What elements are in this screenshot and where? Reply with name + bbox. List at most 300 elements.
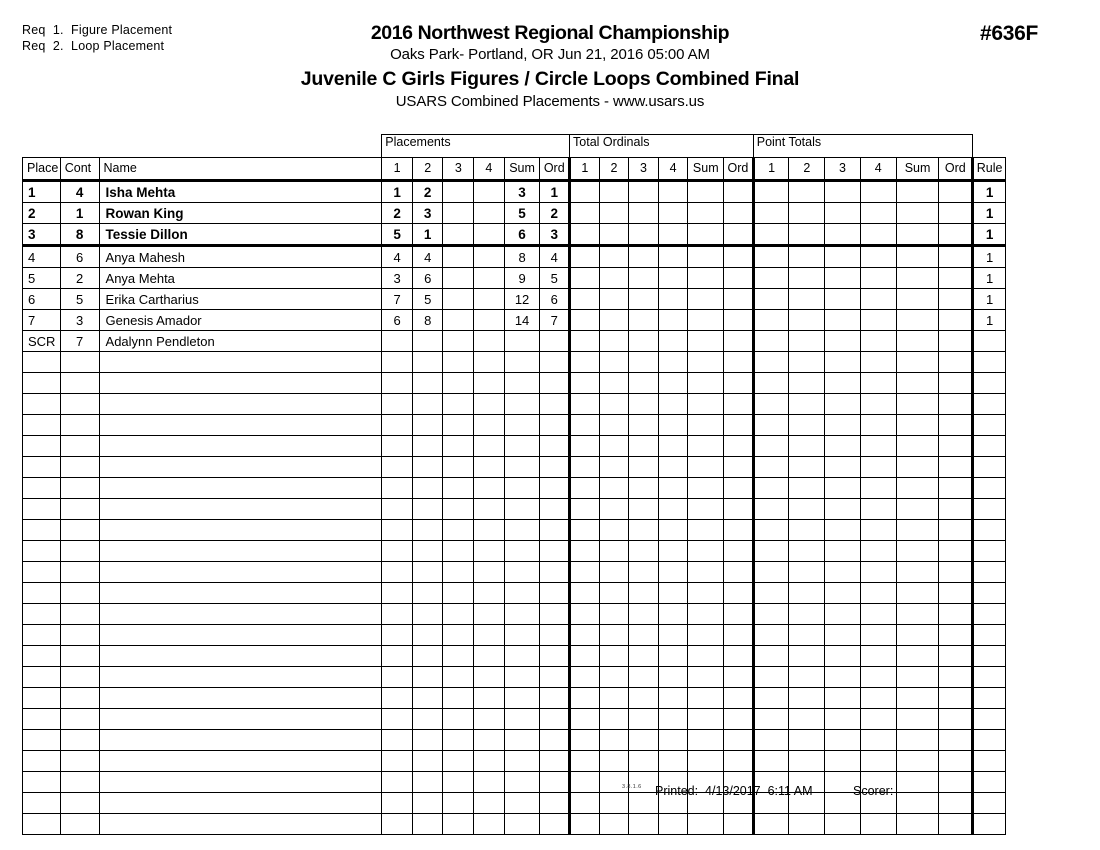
cell-empty (382, 646, 413, 667)
table-row-empty (23, 562, 1006, 583)
cell-empty (753, 394, 789, 415)
cell-placements-sum: 14 (504, 310, 540, 331)
cell-empty (382, 457, 413, 478)
cell-empty (60, 520, 99, 541)
cell-empty (825, 814, 861, 835)
cell-empty (412, 520, 443, 541)
cell-empty (443, 415, 474, 436)
cell-empty (504, 352, 540, 373)
cell-empty (570, 814, 600, 835)
cell-empty (753, 520, 789, 541)
scorer-label: Scorer: (853, 784, 894, 798)
cell-empty (825, 688, 861, 709)
cell-empty (753, 625, 789, 646)
cell-empty (23, 667, 61, 688)
cell-ordinals-3 (629, 268, 659, 289)
cell-empty (860, 373, 896, 394)
cell-empty (789, 436, 825, 457)
cell-points-2 (789, 203, 825, 224)
table-row-empty (23, 436, 1006, 457)
cell-placements-1: 4 (382, 246, 413, 268)
cell-empty (599, 457, 629, 478)
cell-empty (599, 625, 629, 646)
cell-empty (789, 541, 825, 562)
cell-empty (973, 814, 1006, 835)
cell-empty (412, 814, 443, 835)
cell-empty (504, 457, 540, 478)
cell-points-3 (825, 310, 861, 331)
col-header-points-4: 4 (860, 158, 896, 181)
cell-empty (658, 394, 688, 415)
results-table (22, 134, 1006, 835)
cell-empty (599, 478, 629, 499)
cell-placements-ord: 2 (540, 203, 570, 224)
cell-place: 5 (23, 268, 61, 289)
cell-empty (753, 688, 789, 709)
cell-empty (973, 688, 1006, 709)
table-row-empty (23, 352, 1006, 373)
cell-empty (474, 583, 505, 604)
cell-placements-sum: 5 (504, 203, 540, 224)
sheet-footer (22, 782, 1006, 806)
cell-empty (629, 499, 659, 520)
cell-empty (443, 520, 474, 541)
col-header-placements-2: 2 (412, 158, 443, 181)
cell-empty (599, 394, 629, 415)
cell-empty (688, 730, 724, 751)
cell-points-sum (896, 203, 939, 224)
cell-empty (939, 751, 973, 772)
cell-empty (570, 751, 600, 772)
cell-points-sum (896, 289, 939, 310)
cell-skater-name: Rowan King (99, 203, 382, 224)
cell-empty (540, 394, 570, 415)
cell-empty (860, 436, 896, 457)
table-row (23, 224, 1006, 246)
cell-contestant-number: 8 (60, 224, 99, 246)
meet-title: 2016 Northwest Regional Championship (370, 22, 730, 44)
cell-empty (789, 562, 825, 583)
cell-empty (599, 709, 629, 730)
cell-empty (474, 352, 505, 373)
table-row-empty (23, 394, 1006, 415)
cell-empty (60, 814, 99, 835)
cell-empty (599, 730, 629, 751)
cell-empty (99, 604, 382, 625)
cell-placements-sum: 9 (504, 268, 540, 289)
cell-empty (629, 436, 659, 457)
cell-empty (789, 457, 825, 478)
cell-empty (382, 520, 413, 541)
cell-empty (825, 541, 861, 562)
cell-points-3 (825, 224, 861, 246)
software-version: 3.8.1.6 (622, 784, 642, 790)
cell-empty (382, 625, 413, 646)
cell-empty (540, 646, 570, 667)
cell-rule: 1 (973, 268, 1006, 289)
cell-points-2 (789, 246, 825, 268)
cell-empty (688, 499, 724, 520)
cell-empty (753, 499, 789, 520)
cell-empty (629, 394, 659, 415)
cell-empty (540, 436, 570, 457)
cell-placements-1: 2 (382, 203, 413, 224)
cell-contestant-number: 5 (60, 289, 99, 310)
cell-ordinals-1 (570, 203, 600, 224)
cell-ordinals-3 (629, 203, 659, 224)
cell-empty (412, 415, 443, 436)
cell-empty (570, 520, 600, 541)
cell-empty (474, 541, 505, 562)
cell-empty (789, 625, 825, 646)
cell-empty (412, 730, 443, 751)
cell-empty (896, 352, 939, 373)
cell-ordinals-sum (688, 181, 724, 203)
cell-skater-name: Anya Mehta (99, 268, 382, 289)
cell-empty (724, 604, 754, 625)
cell-empty (99, 646, 382, 667)
cell-empty (753, 541, 789, 562)
cell-empty (23, 394, 61, 415)
col-header-points-3: 3 (825, 158, 861, 181)
cell-empty (896, 478, 939, 499)
cell-points-sum (896, 181, 939, 203)
cell-contestant-number: 4 (60, 181, 99, 203)
cell-empty (504, 436, 540, 457)
cell-empty (825, 415, 861, 436)
cell-empty (753, 478, 789, 499)
cell-placements-ord: 7 (540, 310, 570, 331)
cell-empty (753, 751, 789, 772)
cell-empty (973, 562, 1006, 583)
cell-ordinals-4 (658, 289, 688, 310)
cell-empty (629, 520, 659, 541)
cell-empty (412, 646, 443, 667)
cell-placements-ord: 1 (540, 181, 570, 203)
cell-ordinals-2 (599, 268, 629, 289)
cell-empty (939, 625, 973, 646)
cell-empty (99, 520, 382, 541)
cell-empty (60, 730, 99, 751)
cell-empty (825, 373, 861, 394)
cell-placements-3 (443, 224, 474, 246)
cell-empty (789, 814, 825, 835)
cell-placements-2: 2 (412, 181, 443, 203)
cell-empty (504, 688, 540, 709)
cell-empty (825, 352, 861, 373)
cell-empty (570, 604, 600, 625)
cell-empty (504, 562, 540, 583)
cell-empty (412, 583, 443, 604)
cell-empty (658, 625, 688, 646)
cell-empty (629, 541, 659, 562)
cell-empty (99, 625, 382, 646)
cell-ordinals-sum (688, 224, 724, 246)
cell-empty (860, 688, 896, 709)
cell-empty (99, 457, 382, 478)
cell-empty (825, 751, 861, 772)
cell-empty (939, 562, 973, 583)
cell-empty (860, 499, 896, 520)
cell-empty (382, 562, 413, 583)
table-row-empty (23, 646, 1006, 667)
cell-points-sum (896, 310, 939, 331)
cell-empty (412, 625, 443, 646)
cell-empty (599, 604, 629, 625)
cell-points-1 (753, 246, 789, 268)
cell-skater-name: Isha Mehta (99, 181, 382, 203)
cell-empty (23, 814, 61, 835)
cell-empty (474, 646, 505, 667)
cell-empty (896, 541, 939, 562)
cell-empty (789, 709, 825, 730)
cell-empty (753, 562, 789, 583)
cell-empty (753, 415, 789, 436)
cell-points-ord (939, 310, 973, 331)
cell-empty (443, 646, 474, 667)
cell-points-ord (939, 289, 973, 310)
cell-empty (60, 541, 99, 562)
cell-empty (789, 751, 825, 772)
cell-empty (896, 499, 939, 520)
cell-empty (629, 604, 659, 625)
table-row (23, 181, 1006, 203)
cell-placements-2: 4 (412, 246, 443, 268)
cell-empty (658, 373, 688, 394)
cell-empty (973, 478, 1006, 499)
cell-points-2 (789, 331, 825, 352)
col-header-points-ord: Ord (939, 158, 973, 181)
cell-empty (570, 730, 600, 751)
cell-empty (896, 436, 939, 457)
cell-empty (443, 625, 474, 646)
cell-empty (688, 415, 724, 436)
cell-empty (504, 583, 540, 604)
cell-placements-3 (443, 181, 474, 203)
cell-empty (825, 394, 861, 415)
cell-placements-sum: 12 (504, 289, 540, 310)
cell-empty (382, 730, 413, 751)
cell-empty (443, 751, 474, 772)
cell-empty (540, 604, 570, 625)
cell-empty (474, 730, 505, 751)
cell-empty (896, 604, 939, 625)
cell-points-ord (939, 246, 973, 268)
col-header-ordinals-3: 3 (629, 158, 659, 181)
cell-empty (658, 499, 688, 520)
cell-empty (896, 373, 939, 394)
cell-empty (540, 583, 570, 604)
cell-contestant-number: 7 (60, 331, 99, 352)
cell-empty (443, 352, 474, 373)
cell-placements-4 (474, 203, 505, 224)
cell-empty (688, 562, 724, 583)
cell-empty (382, 436, 413, 457)
cell-empty (973, 541, 1006, 562)
cell-empty (629, 814, 659, 835)
cell-empty (443, 583, 474, 604)
cell-empty (23, 373, 61, 394)
cell-empty (973, 625, 1006, 646)
cell-empty (939, 730, 973, 751)
cell-empty (474, 604, 505, 625)
cell-points-1 (753, 181, 789, 203)
cell-empty (939, 457, 973, 478)
cell-empty (99, 352, 382, 373)
cell-empty (540, 457, 570, 478)
cell-empty (724, 625, 754, 646)
cell-empty (724, 478, 754, 499)
cell-ordinals-4 (658, 246, 688, 268)
cell-empty (973, 352, 1006, 373)
cell-empty (724, 730, 754, 751)
cell-ordinals-sum (688, 246, 724, 268)
cell-empty (504, 625, 540, 646)
table-row-empty (23, 814, 1006, 835)
cell-empty (474, 373, 505, 394)
cell-empty (629, 625, 659, 646)
cell-empty (896, 520, 939, 541)
cell-empty (60, 583, 99, 604)
cell-ordinals-4 (658, 268, 688, 289)
cell-empty (753, 646, 789, 667)
cell-place: 7 (23, 310, 61, 331)
cell-empty (896, 562, 939, 583)
cell-empty (540, 373, 570, 394)
cell-placements-sum: 6 (504, 224, 540, 246)
cell-empty (724, 562, 754, 583)
cell-empty (504, 646, 540, 667)
cell-empty (412, 709, 443, 730)
cell-ordinals-1 (570, 181, 600, 203)
cell-empty (540, 667, 570, 688)
cell-empty (825, 604, 861, 625)
cell-empty (412, 688, 443, 709)
cell-placements-ord: 6 (540, 289, 570, 310)
cell-empty (99, 373, 382, 394)
cell-empty (60, 751, 99, 772)
col-header-placements-3: 3 (443, 158, 474, 181)
cell-empty (570, 625, 600, 646)
cell-empty (860, 751, 896, 772)
cell-contestant-number: 3 (60, 310, 99, 331)
cell-empty (724, 457, 754, 478)
cell-placements-2: 5 (412, 289, 443, 310)
cell-ordinals-ord (724, 246, 754, 268)
cell-placements-2 (412, 331, 443, 352)
cell-empty (629, 583, 659, 604)
cell-empty (474, 814, 505, 835)
band-total-ordinals: Total Ordinals (570, 135, 754, 158)
cell-empty (825, 730, 861, 751)
cell-empty (896, 730, 939, 751)
col-header-placements-sum: Sum (504, 158, 540, 181)
cell-placements-4 (474, 310, 505, 331)
cell-empty (443, 394, 474, 415)
cell-placements-1: 3 (382, 268, 413, 289)
printed-timestamp: Printed: 4/13/2017 6:11 AM (655, 784, 813, 798)
cell-empty (412, 541, 443, 562)
cell-empty (658, 583, 688, 604)
cell-empty (789, 667, 825, 688)
cell-empty (504, 814, 540, 835)
cell-empty (474, 667, 505, 688)
cell-empty (789, 478, 825, 499)
cell-empty (412, 667, 443, 688)
sheet-subtitle: USARS Combined Placements - www.usars.us (395, 93, 705, 110)
cell-empty (99, 730, 382, 751)
cell-empty (939, 583, 973, 604)
cell-place: 6 (23, 289, 61, 310)
cell-empty (23, 352, 61, 373)
cell-empty (474, 520, 505, 541)
cell-empty (60, 478, 99, 499)
table-row-empty (23, 457, 1006, 478)
cell-place: 2 (23, 203, 61, 224)
cell-rule: 1 (973, 289, 1006, 310)
cell-empty (973, 583, 1006, 604)
cell-empty (412, 562, 443, 583)
cell-empty (412, 604, 443, 625)
cell-empty (973, 457, 1006, 478)
cell-empty (629, 415, 659, 436)
cell-empty (860, 415, 896, 436)
cell-empty (688, 604, 724, 625)
cell-empty (23, 520, 61, 541)
cell-empty (443, 478, 474, 499)
cell-empty (939, 814, 973, 835)
cell-empty (688, 814, 724, 835)
cell-empty (973, 520, 1006, 541)
cell-ordinals-3 (629, 310, 659, 331)
table-row-empty (23, 373, 1006, 394)
cell-empty (99, 394, 382, 415)
cell-ordinals-sum (688, 289, 724, 310)
cell-points-sum (896, 268, 939, 289)
cell-skater-name: Anya Mahesh (99, 246, 382, 268)
col-header-points-sum: Sum (896, 158, 939, 181)
cell-place: 1 (23, 181, 61, 203)
cell-placements-ord: 5 (540, 268, 570, 289)
cell-empty (382, 688, 413, 709)
col-header-points-2: 2 (789, 158, 825, 181)
cell-empty (474, 457, 505, 478)
cell-empty (99, 562, 382, 583)
cell-points-1 (753, 331, 789, 352)
cell-ordinals-2 (599, 203, 629, 224)
cell-empty (973, 415, 1006, 436)
cell-empty (99, 709, 382, 730)
cell-empty (540, 415, 570, 436)
cell-empty (688, 352, 724, 373)
cell-empty (60, 436, 99, 457)
cell-empty (23, 499, 61, 520)
cell-empty (860, 583, 896, 604)
cell-placements-4 (474, 268, 505, 289)
cell-empty (860, 667, 896, 688)
cell-empty (789, 415, 825, 436)
cell-ordinals-1 (570, 310, 600, 331)
cell-empty (474, 415, 505, 436)
cell-empty (382, 604, 413, 625)
cell-placements-4 (474, 289, 505, 310)
table-row (23, 203, 1006, 224)
cell-empty (825, 520, 861, 541)
cell-ordinals-sum (688, 268, 724, 289)
cell-empty (658, 562, 688, 583)
cell-empty (825, 436, 861, 457)
group-band-row (23, 135, 1006, 158)
